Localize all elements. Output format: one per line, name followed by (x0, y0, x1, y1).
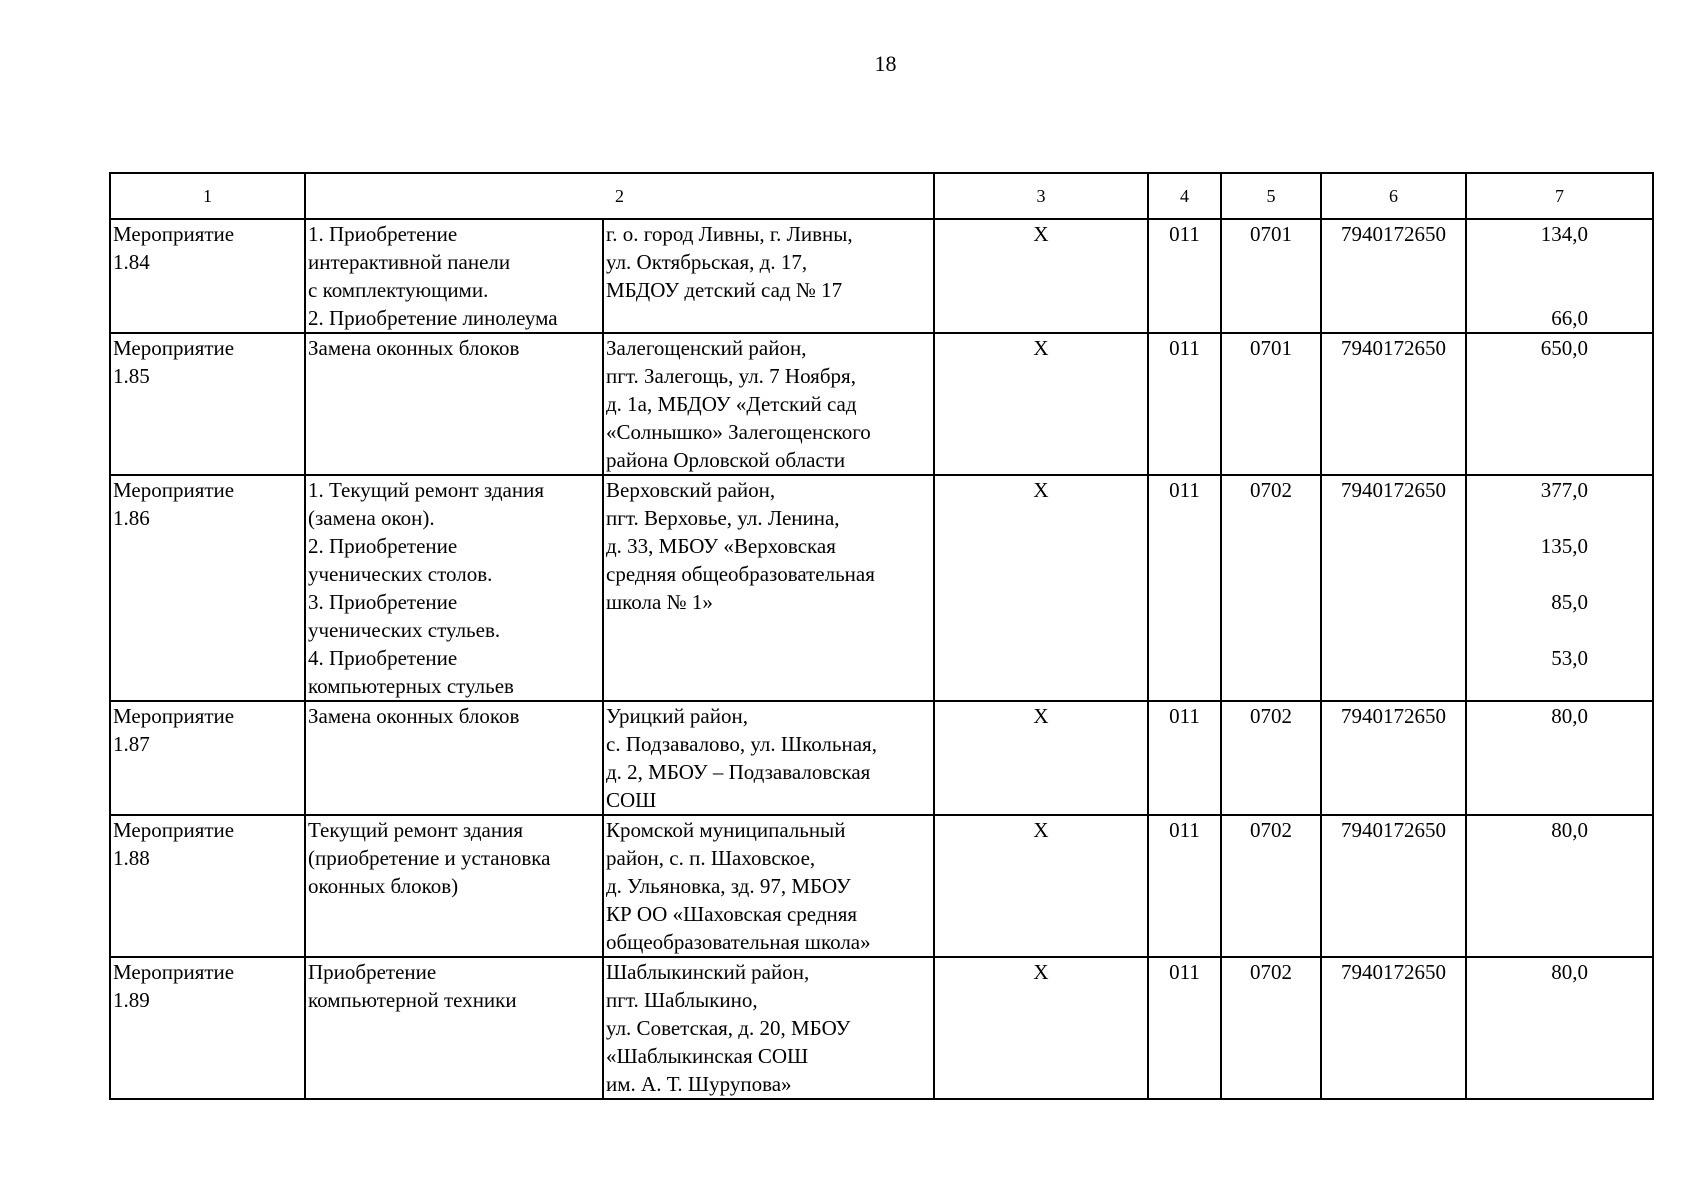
event-cell-line: 1.87 (113, 732, 150, 756)
event-cell-line: Мероприятие (113, 222, 235, 246)
column-4-cell: 011 (1148, 701, 1221, 815)
amount-cell-line: 80,0 (1551, 704, 1588, 728)
amount-cell-line: 66,0 (1551, 306, 1588, 330)
address-cell (603, 475, 934, 701)
amount-cell (1466, 219, 1653, 333)
column-6-cell: 7940172650 (1321, 219, 1466, 333)
works-cell (305, 475, 603, 701)
event-cell (110, 957, 305, 1099)
amount-cell-line (1469, 248, 1588, 276)
event-cell (110, 333, 305, 475)
works-cell-line: Приобретение (308, 960, 437, 984)
event-cell (110, 815, 305, 957)
works-cell-line: компьютерных стульев (308, 674, 514, 698)
header-cell-3: 3 (934, 173, 1148, 219)
table-row (110, 815, 1653, 957)
works-cell-line: (замена окон). (308, 506, 435, 530)
amount-cell (1466, 475, 1653, 701)
column-5-cell: 0702 (1221, 475, 1321, 701)
amount-cell-line: 85,0 (1551, 590, 1588, 614)
address-cell (603, 701, 934, 815)
header-cell-1: 1 (110, 173, 305, 219)
column-4-cell: 011 (1148, 219, 1221, 333)
table-row (110, 475, 1653, 701)
column-4-cell: 011 (1148, 957, 1221, 1099)
column-4-cell: 011 (1148, 475, 1221, 701)
works-cell-line: 1. Текущий ремонт здания (308, 478, 544, 502)
address-cell-line: район, с. п. Шаховское, (606, 846, 816, 870)
column-6-cell: 7940172650 (1321, 957, 1466, 1099)
column-5-cell: 0702 (1221, 701, 1321, 815)
header-cell-7: 7 (1466, 173, 1653, 219)
column-3-cell: X (934, 219, 1148, 333)
column-5-cell: 0701 (1221, 219, 1321, 333)
address-cell-line: с. Подзавалово, ул. Школьная, (606, 732, 877, 756)
header-cell-4: 4 (1148, 173, 1221, 219)
works-cell-line: 2. Приобретение (308, 534, 458, 558)
address-cell-line: ул. Октябрьская, д. 17, (606, 250, 808, 274)
address-cell-line: пгт. Шаблыкино, (606, 988, 758, 1012)
event-cell-line: Мероприятие (113, 336, 235, 360)
address-cell-line: ул. Советская, д. 20, МБОУ (606, 1016, 851, 1040)
table-row (110, 219, 1653, 333)
header-cell-6: 6 (1321, 173, 1466, 219)
event-cell-line: Мероприятие (113, 478, 235, 502)
address-cell-line: д. 33, МБОУ «Верховская (606, 534, 836, 558)
address-cell-line: д. Ульяновка, зд. 97, МБОУ (606, 874, 851, 898)
address-cell-line: МБДОУ детский сад № 17 (606, 278, 843, 302)
works-cell-line: компьютерной техники (308, 988, 517, 1012)
amount-cell-line: 134,0 (1540, 222, 1588, 246)
address-cell-line: д. 1а, МБДОУ «Детский сад (606, 392, 857, 416)
address-cell (603, 333, 934, 475)
column-6-cell: 7940172650 (1321, 701, 1466, 815)
header-cell-2: 2 (305, 173, 934, 219)
amount-cell-line (1469, 560, 1588, 588)
works-cell-line: 2. Приобретение линолеума (308, 306, 558, 330)
works-cell-line: оконных блоков) (308, 874, 459, 898)
column-6-cell: 7940172650 (1321, 333, 1466, 475)
event-cell-line: 1.84 (113, 250, 150, 274)
event-cell-line: 1.85 (113, 364, 150, 388)
works-cell-line: 3. Приобретение (308, 590, 458, 614)
works-cell (305, 333, 603, 475)
amount-cell-line: 377,0 (1540, 478, 1588, 502)
works-cell-line: (приобретение и установка (308, 846, 551, 870)
event-cell-line: Мероприятие (113, 704, 235, 728)
column-5-cell: 0702 (1221, 957, 1321, 1099)
address-cell-line: Шаблыкинский район, (606, 960, 810, 984)
address-cell-line: Кромской муниципальный (606, 818, 846, 842)
event-cell-line: Мероприятие (113, 960, 235, 984)
works-cell (305, 219, 603, 333)
address-cell (603, 219, 934, 333)
address-cell-line: «Шаблыкинская СОШ (606, 1044, 809, 1068)
works-cell-line: 1. Приобретение (308, 222, 458, 246)
table-row (110, 701, 1653, 815)
column-6-cell: 7940172650 (1321, 815, 1466, 957)
address-cell-line: Урицкий район, (606, 704, 748, 728)
event-cell-line: 1.86 (113, 506, 150, 530)
table-row (110, 957, 1653, 1099)
event-cell (110, 219, 305, 333)
address-cell (603, 957, 934, 1099)
column-3-cell: X (934, 333, 1148, 475)
address-cell-line: «Солнышко» Залегощенского (606, 420, 871, 444)
column-3-cell: X (934, 957, 1148, 1099)
column-5-cell: 0702 (1221, 815, 1321, 957)
amount-cell (1466, 333, 1653, 475)
works-cell (305, 701, 603, 815)
works-cell-line: с комплектующими. (308, 278, 489, 302)
column-6-cell: 7940172650 (1321, 475, 1466, 701)
address-cell-line: г. о. город Ливны, г. Ливны, (606, 222, 853, 246)
address-cell-line: района Орловской области (606, 448, 846, 472)
amount-cell-line: 53,0 (1551, 646, 1588, 670)
works-cell-line: ученических стульев. (308, 618, 501, 642)
table-body (110, 219, 1653, 1099)
works-cell-line: ученических столов. (308, 562, 493, 586)
address-cell-line: СОШ (606, 788, 657, 812)
works-cell-line: Текущий ремонт здания (308, 818, 523, 842)
address-cell-line: пгт. Верховье, ул. Ленина, (606, 506, 840, 530)
address-cell-line: Залегощенский район, (606, 336, 807, 360)
page-number: 18 (874, 51, 897, 76)
amount-cell (1466, 701, 1653, 815)
address-cell-line: КР ОО «Шаховская средняя (606, 902, 858, 926)
amount-cell-line (1469, 616, 1588, 644)
works-cell-line: Замена оконных блоков (308, 336, 520, 360)
amount-cell-line: 135,0 (1540, 534, 1588, 558)
address-cell-line: Верховский район, (606, 478, 776, 502)
amount-cell (1466, 957, 1653, 1099)
amount-cell-line (1469, 504, 1588, 532)
works-cell-line: 4. Приобретение (308, 646, 458, 670)
address-cell-line: д. 2, МБОУ – Подзаваловская (606, 760, 871, 784)
column-5-cell: 0701 (1221, 333, 1321, 475)
works-cell-line: интерактивной панели (308, 250, 511, 274)
event-cell (110, 701, 305, 815)
event-cell-line: 1.88 (113, 846, 150, 870)
amount-cell-line (1469, 276, 1588, 304)
table-row (110, 333, 1653, 475)
works-cell (305, 815, 603, 957)
column-4-cell: 011 (1148, 333, 1221, 475)
amount-cell-line: 650,0 (1540, 336, 1588, 360)
works-cell (305, 957, 603, 1099)
header-cell-5: 5 (1221, 173, 1321, 219)
address-cell-line: им. А. Т. Шурупова» (606, 1072, 792, 1096)
column-4-cell: 011 (1148, 815, 1221, 957)
amount-cell (1466, 815, 1653, 957)
column-3-cell: X (934, 475, 1148, 701)
address-cell (603, 815, 934, 957)
works-cell-line: Замена оконных блоков (308, 704, 520, 728)
address-cell-line: общеобразовательная школа» (606, 930, 871, 954)
column-3-cell: X (934, 815, 1148, 957)
event-cell-line: Мероприятие (113, 818, 235, 842)
address-cell-line: пгт. Залегощь, ул. 7 Ноября, (606, 364, 856, 388)
amount-cell-line: 80,0 (1551, 818, 1588, 842)
event-cell-line: 1.89 (113, 988, 150, 1012)
budget-table (109, 172, 1654, 1100)
column-3-cell: X (934, 701, 1148, 815)
address-cell-line: школа № 1» (606, 590, 713, 614)
header-row (110, 173, 1653, 219)
event-cell (110, 475, 305, 701)
address-cell-line: средняя общеобразовательная (606, 562, 875, 586)
amount-cell-line: 80,0 (1551, 960, 1588, 984)
